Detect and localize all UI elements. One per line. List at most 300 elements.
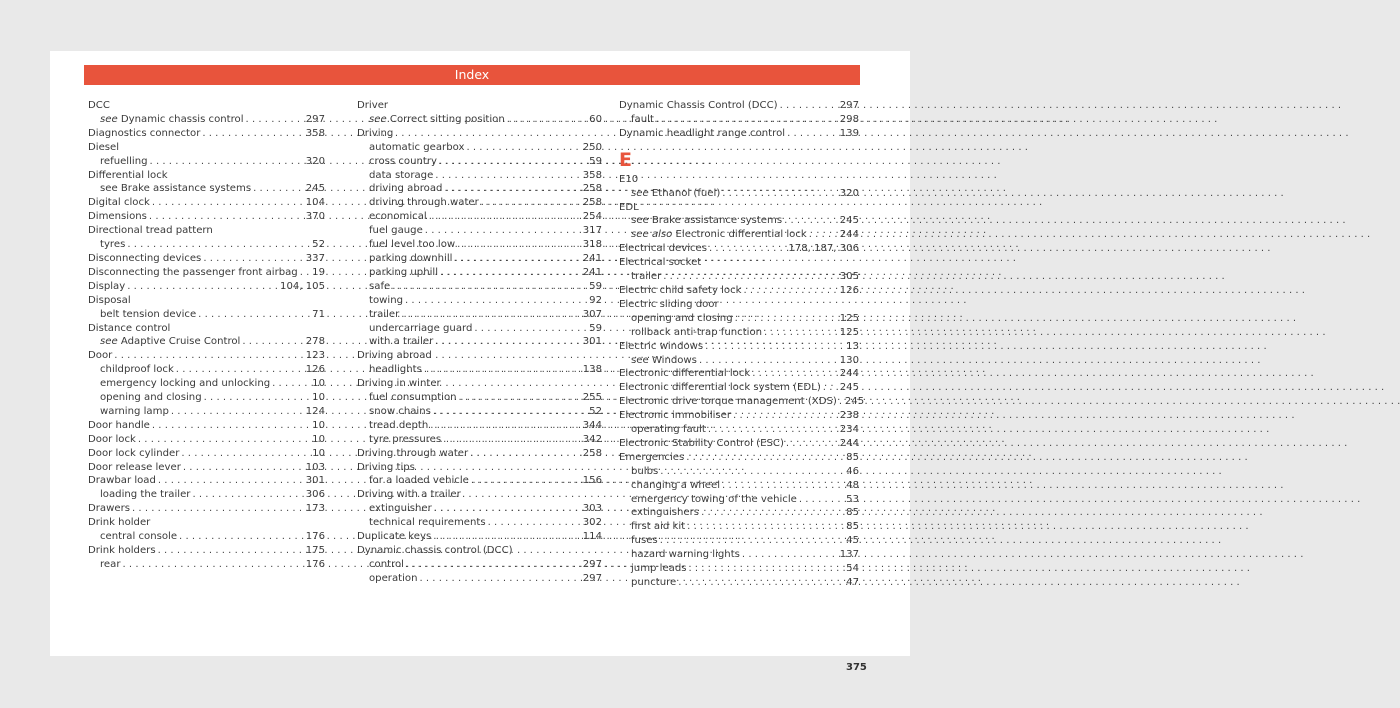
entry-text: tyre pressures	[369, 433, 442, 445]
index-subentry	[88, 308, 325, 322]
entry-text: Electronic drive torque management (XDS)	[619, 396, 837, 408]
dot-leader	[474, 322, 587, 336]
index-subentry	[357, 169, 602, 183]
entry-text: opening and closing	[100, 392, 202, 404]
entry-label	[619, 340, 703, 354]
index-entry	[88, 502, 325, 516]
dot-leader	[722, 187, 837, 201]
index-subentry	[619, 187, 859, 201]
entry-text: Electronic Stability Control (ESC)	[619, 437, 784, 449]
entry-label	[369, 182, 442, 196]
page-reference: 320	[839, 187, 859, 199]
entry-label	[369, 419, 428, 433]
entry-text: Ethanol (fuel)	[651, 187, 721, 199]
dot-leader	[152, 419, 310, 433]
entry-text: parking uphill	[369, 266, 439, 278]
page-reference: 342	[582, 433, 602, 445]
dot-leader	[183, 461, 304, 475]
index-heading: Directional tread pattern	[88, 225, 213, 237]
entry-text: Dimensions	[88, 211, 147, 223]
index-subentry	[88, 182, 325, 196]
entry-text: towing	[369, 294, 403, 306]
entry-text: Dynamic chassis control	[120, 113, 244, 125]
see-reference: see	[100, 336, 118, 348]
dot-leader	[401, 308, 580, 322]
page-reference: 48	[846, 479, 859, 491]
dot-leader	[242, 335, 303, 349]
index-heading: Electric sliding door	[619, 298, 719, 310]
entry-label	[369, 363, 422, 377]
entry-label	[369, 335, 433, 349]
page-reference: 10	[312, 392, 325, 404]
index-entry	[619, 242, 859, 256]
index-heading: Differential lock	[88, 169, 168, 181]
page-reference: 337	[305, 252, 325, 264]
page-reference: 10	[312, 419, 325, 431]
entry-text: hazard warning lights	[631, 549, 740, 561]
page-reference: 297	[582, 558, 602, 570]
entry-label	[619, 284, 742, 298]
dot-leader	[127, 238, 310, 252]
entry-label	[619, 367, 750, 381]
index-subentry	[88, 377, 325, 391]
index-subentry	[357, 224, 602, 238]
index-subentry	[357, 405, 602, 419]
dot-leader	[839, 395, 843, 409]
index-heading: Drink holder	[88, 517, 151, 529]
entry-label	[88, 280, 125, 294]
index-subentry	[619, 354, 859, 368]
entry-text: see Brake assistance systems	[100, 183, 252, 195]
dot-leader	[481, 196, 581, 210]
page-reference: 244	[839, 229, 859, 241]
dot-leader	[433, 405, 587, 419]
entry-text: Electronic differential lock system (EDL)	[619, 382, 821, 394]
page-reference: 234	[839, 424, 859, 436]
entry-text: Door lock cylinder	[88, 447, 180, 459]
entry-label	[369, 238, 455, 252]
dot-leader	[466, 141, 580, 155]
page-reference: 137	[839, 549, 859, 561]
index-entry	[357, 447, 602, 461]
index-entry	[619, 99, 859, 113]
dot-leader	[687, 520, 844, 534]
entry-label	[631, 113, 654, 127]
dot-leader	[742, 548, 838, 562]
dot-leader	[179, 530, 304, 544]
dot-leader	[149, 210, 304, 224]
entry-text: Disconnecting devices	[88, 252, 202, 264]
entry-label	[619, 451, 684, 465]
entry-text: technical requirements	[369, 517, 486, 529]
entry-label	[369, 141, 464, 155]
entry-text: headlights	[369, 364, 422, 376]
index-entry	[619, 340, 859, 354]
entry-text: Dynamic headlight range control	[619, 127, 786, 139]
index-subentry	[357, 294, 602, 308]
index-subentry	[357, 502, 602, 516]
page-reference: 318	[582, 239, 602, 251]
entry-label	[631, 423, 706, 437]
dot-leader	[787, 127, 838, 141]
entry-text: for a loaded vehicle	[369, 475, 469, 487]
index-entry	[619, 437, 859, 451]
index-entry	[619, 127, 859, 141]
entry-text: Emergencies	[619, 451, 685, 463]
dot-leader	[784, 214, 838, 228]
entry-label	[100, 155, 148, 169]
entry-text: Disconnecting the passenger front airbag	[88, 266, 298, 278]
page-reference: 245	[844, 396, 865, 408]
dot-leader	[424, 363, 581, 377]
page-reference: 59	[589, 155, 602, 167]
entry-label	[369, 391, 457, 405]
entry-label	[631, 562, 687, 576]
page-reference: 85	[846, 521, 859, 533]
page-reference: 114	[582, 531, 602, 543]
dot-leader	[459, 391, 581, 405]
entry-text: loading the trailer	[100, 489, 191, 501]
index-entry	[619, 367, 859, 381]
page-reference: 244	[839, 437, 859, 449]
entry-label	[369, 405, 431, 419]
entry-label	[369, 155, 437, 169]
entry-label	[619, 437, 784, 451]
entry-label	[369, 196, 479, 210]
index-entry	[88, 349, 325, 363]
entry-label	[619, 99, 778, 113]
dot-leader	[471, 474, 581, 488]
dot-leader	[253, 182, 304, 196]
index-subentry	[357, 182, 602, 196]
entry-text: warning lamp	[100, 405, 169, 417]
entry-text: Door	[88, 350, 113, 362]
entry-label	[88, 210, 147, 224]
dot-leader	[488, 516, 581, 530]
entry-label	[631, 228, 807, 242]
dot-leader	[192, 488, 303, 502]
entry-label	[631, 506, 699, 520]
page-reference: 59	[589, 322, 602, 334]
dot-leader	[744, 284, 838, 298]
index-subentry	[357, 141, 602, 155]
entry-label	[631, 576, 676, 590]
entry-text: driving abroad	[369, 183, 443, 195]
index-entry	[88, 280, 325, 294]
entry-label	[100, 238, 125, 252]
page-reference: 176	[305, 531, 325, 543]
dot-leader	[786, 437, 838, 451]
entry-label	[631, 326, 762, 340]
entry-text: emergency locking and unlocking	[100, 378, 271, 390]
dot-leader	[392, 280, 587, 294]
dot-leader	[406, 558, 581, 572]
index-heading: Driving with a trailer	[357, 489, 461, 501]
index-entry	[88, 447, 325, 461]
entry-label	[631, 312, 733, 326]
index-subentry	[619, 520, 859, 534]
index-entry	[88, 461, 325, 475]
entry-text: operating fault	[631, 424, 706, 436]
page-reference: 302	[582, 517, 602, 529]
entry-text: Adaptive Cruise Control	[120, 336, 241, 348]
entry-label	[88, 502, 130, 516]
index-subentry	[357, 419, 602, 433]
page-reference: 258	[582, 183, 602, 195]
page-reference: 370	[305, 211, 325, 223]
dot-leader	[823, 381, 838, 395]
dot-leader	[705, 340, 844, 354]
page-reference: 138	[582, 364, 602, 376]
page-reference: 52	[589, 405, 602, 417]
entry-label	[100, 530, 177, 544]
entry-text: Drawbar load	[88, 475, 156, 487]
entry-text: fault	[631, 113, 654, 125]
index-subentry	[357, 335, 602, 349]
entry-label	[100, 488, 190, 502]
entry-label	[88, 127, 200, 141]
entry-label	[631, 465, 658, 479]
entry-label	[619, 395, 837, 409]
page-reference: 52	[312, 239, 325, 251]
page-reference: 47	[846, 577, 859, 588]
entry-label	[369, 294, 403, 308]
entry-text: economical	[369, 211, 427, 223]
page-reference: 175	[305, 545, 325, 556]
index-entry	[357, 530, 602, 544]
dot-leader	[272, 377, 310, 391]
page-reference: 258	[582, 197, 602, 209]
entry-text: central console	[100, 531, 178, 543]
entry-label	[88, 447, 179, 461]
page-reference: 139	[839, 127, 859, 139]
page-reference: 103	[305, 461, 325, 473]
index-entry	[88, 419, 325, 433]
index-subentry	[88, 530, 325, 544]
entry-text: safe	[369, 280, 391, 292]
page-reference: 238	[839, 410, 859, 422]
page-reference: 45	[846, 535, 859, 547]
dot-leader	[507, 113, 587, 127]
dot-leader	[457, 238, 581, 252]
page-reference: 156	[582, 475, 602, 487]
entry-text: Correct sitting position	[389, 113, 505, 125]
dot-leader	[443, 433, 581, 447]
entry-text: driving through water	[369, 197, 479, 209]
entry-text: see Brake assistance systems	[631, 215, 783, 227]
entry-text: Door release lever	[88, 461, 181, 473]
entry-text: Electric windows	[619, 340, 704, 352]
dot-leader	[435, 169, 580, 183]
entry-label	[100, 113, 244, 127]
page-reference: 320	[305, 155, 325, 167]
entry-text: Drink holders	[88, 545, 156, 556]
dot-leader	[699, 354, 838, 368]
entry-text: childproof lock	[100, 364, 174, 376]
entry-text: snow chains	[369, 405, 431, 417]
dot-leader	[656, 113, 838, 127]
see-reference: see	[631, 187, 649, 199]
index-subentry	[357, 113, 602, 127]
dot-leader	[809, 228, 838, 242]
index-subentry	[88, 113, 325, 127]
index-subentry	[619, 576, 859, 590]
entry-label	[619, 242, 707, 256]
dot-leader	[735, 312, 838, 326]
entry-label	[631, 214, 782, 228]
index-subentry	[619, 506, 859, 520]
entry-label	[369, 280, 390, 294]
index-subentry	[357, 252, 602, 266]
dot-leader	[176, 363, 304, 377]
page-reference: 297	[839, 100, 859, 111]
index-heading: E10	[619, 173, 639, 185]
index-subentry	[619, 493, 859, 507]
dot-leader	[405, 294, 587, 308]
index-heading: Driver	[357, 100, 389, 111]
page-reference: 255	[582, 392, 602, 404]
entry-text: with a trailer	[369, 336, 434, 348]
page-reference: 301	[582, 336, 602, 348]
entry-text: tread depth	[369, 419, 429, 431]
index-section-letter: E	[619, 148, 632, 171]
index-subentry	[357, 238, 602, 252]
entry-label	[88, 349, 112, 363]
entry-label	[369, 252, 452, 266]
dot-leader	[202, 127, 303, 141]
entry-text: refuelling	[100, 155, 148, 167]
index-subentry	[357, 308, 602, 322]
entry-label	[88, 196, 150, 210]
dot-leader	[300, 266, 310, 280]
entry-text: jump leads	[631, 563, 687, 575]
entry-label	[631, 270, 661, 284]
entry-text: extinguishers	[631, 507, 700, 519]
index-entry	[619, 409, 859, 423]
dot-leader	[181, 447, 310, 461]
entry-text: automatic gearbox	[369, 141, 465, 153]
page-reference: 306	[305, 489, 325, 501]
index-heading: Distance control	[88, 322, 171, 334]
page-reference: 258	[582, 447, 602, 459]
entry-label	[100, 363, 174, 377]
index-subentry	[619, 479, 859, 493]
page-reference: 245	[305, 183, 325, 195]
entry-text: Diagnostics connector	[88, 127, 201, 139]
dot-leader	[138, 433, 310, 447]
entry-label	[369, 322, 472, 336]
page-reference: 278	[305, 336, 325, 348]
entry-text: Dynamic Chassis Control (DCC)	[619, 100, 778, 111]
entry-text: fuses	[631, 535, 658, 547]
page-reference: 123	[305, 350, 325, 362]
entry-text: Display	[88, 280, 126, 292]
entry-text: Digital clock	[88, 197, 150, 209]
index-subentry	[88, 405, 325, 419]
entry-text: emergency towing of the vehicle	[631, 493, 797, 505]
dot-leader	[122, 558, 303, 572]
entry-label	[357, 447, 468, 461]
entry-text: fuel consumption	[369, 392, 457, 404]
index-subentry	[357, 210, 602, 224]
index-heading: Driving	[357, 127, 394, 139]
index-heading: Electrical socket	[619, 257, 702, 269]
page-reference: 104, 105	[280, 280, 325, 292]
dot-leader	[444, 182, 580, 196]
entry-label	[88, 544, 156, 558]
entry-text: bulbs	[631, 465, 659, 477]
entry-text: trailer	[369, 308, 400, 320]
entry-label	[631, 548, 740, 562]
entry-label	[100, 558, 120, 572]
index-subentry	[619, 312, 859, 326]
entry-text: see Windows	[631, 354, 697, 366]
dot-leader	[114, 349, 303, 363]
page-reference: 307	[582, 308, 602, 320]
entry-label	[631, 354, 697, 368]
index-subentry	[619, 270, 859, 284]
dot-leader	[660, 465, 844, 479]
entry-text: data storage	[369, 169, 434, 181]
index-heading: EDL	[619, 201, 639, 213]
entry-text: opening and closing	[631, 312, 733, 324]
entry-label	[369, 113, 505, 127]
entry-text: belt tension device	[100, 308, 197, 320]
index-entry	[88, 433, 325, 447]
page-reference: 92	[589, 294, 602, 306]
dot-leader	[425, 224, 581, 238]
dot-leader	[429, 210, 581, 224]
page-reference: 297	[582, 572, 602, 584]
entry-text: parking downhill	[369, 252, 453, 264]
entry-label	[88, 252, 201, 266]
page-reference: 60	[589, 113, 602, 125]
page-reference: 298	[839, 113, 859, 125]
dot-leader	[708, 423, 838, 437]
page-number: 375	[846, 662, 867, 673]
entry-text: rear	[100, 558, 121, 570]
see-reference: see	[369, 113, 387, 125]
dot-leader	[764, 326, 838, 340]
entry-label	[369, 558, 404, 572]
index-subentry	[357, 516, 602, 530]
entry-label	[369, 308, 399, 322]
page-reference: 178, 187, 306	[788, 243, 859, 255]
index-entry	[88, 210, 325, 224]
entry-label	[631, 493, 797, 507]
page-reference: 250	[582, 141, 602, 153]
index-heading: Driving tips	[357, 461, 415, 473]
page-reference: 305	[839, 271, 859, 283]
index-heading: DCC	[88, 100, 110, 111]
index-entry	[88, 474, 325, 488]
entry-label	[100, 308, 196, 322]
index-subentry	[88, 155, 325, 169]
entry-label	[88, 433, 136, 447]
entry-label	[631, 479, 720, 493]
index-heading: Diesel	[88, 141, 120, 153]
entry-label	[619, 381, 821, 395]
page-reference: 244	[839, 368, 859, 380]
dot-leader	[158, 474, 304, 488]
dot-leader	[752, 367, 838, 381]
index-subentry	[619, 465, 859, 479]
page-reference: 130	[839, 354, 859, 366]
page-reference: 241	[582, 252, 602, 264]
dot-leader	[198, 308, 310, 322]
index-column-2	[357, 99, 602, 586]
dot-leader	[150, 155, 304, 169]
